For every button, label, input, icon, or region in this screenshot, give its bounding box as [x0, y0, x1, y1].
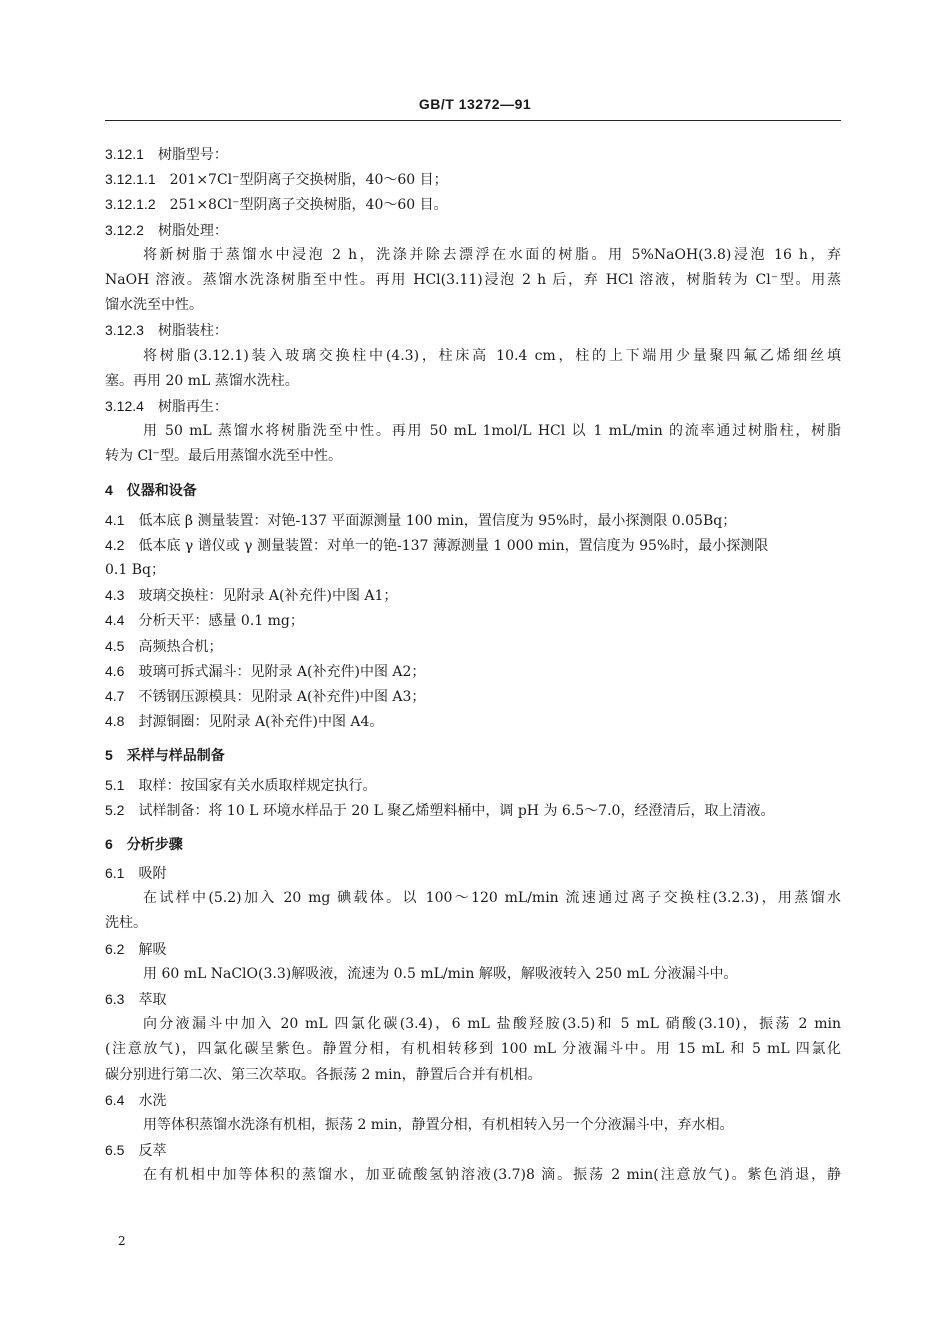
clause-6-1	[105, 861, 841, 886]
clause-text: 不锈钢压源模具：见附录 A(补充件)中图 A3；	[138, 688, 426, 705]
clause-6-2	[105, 937, 841, 962]
paragraph-line: 在试样中(5.2)加入 20 mg 碘载体。以 100～120 mL/min 流速通过离子交换柱(3.2.3)，用蒸馏水	[143, 890, 841, 907]
clause-3-12-1-1	[105, 167, 841, 192]
clause-text: 玻璃可拆式漏斗：见附录 A(补充件)中图 A2；	[138, 663, 426, 680]
section-number: 4	[105, 482, 113, 499]
clause-text: 取样：按国家有关水质取样规定执行。	[138, 777, 377, 794]
clause-5-2	[105, 798, 841, 823]
clause-number: 3.12.1.1	[105, 171, 156, 188]
clause-text: 萃取	[138, 992, 167, 1008]
paragraph-line: 塞。再用 20 mL 蒸馏水洗柱。	[105, 372, 299, 389]
section-heading-5	[105, 743, 841, 768]
clause-number: 3.12.1	[105, 146, 144, 162]
paragraph-line: 0.1 Bq；	[105, 562, 165, 578]
paragraph-line: NaOH 溶液。蒸馏水洗涤树脂至中性。再用 HCl(3.11)浸泡 2 h 后，弃 HCl 溶液，树脂转为 Cl⁻型。用蒸	[105, 271, 841, 288]
paragraph-line: (注意放气)，四氯化碳呈紫色。静置分相，有机相转移到 100 mL 分液漏斗中。用 15 mL 和 5 mL 四氯化	[105, 1041, 841, 1058]
clause-text: 201×7Cl⁻型阴离子交换树脂，40～60 目；	[169, 172, 448, 189]
paragraph-line: 转为 Cl⁻型。最后用蒸馏水洗至中性。	[105, 448, 343, 465]
paragraph-line: 用 50 mL 蒸馏水将树脂洗至中性。再用 50 mL 1mol/L HCl 以 1 mL/min 的流率通过树脂柱，树脂	[143, 423, 841, 440]
clause-number: 3.12.2	[105, 221, 144, 238]
clause-text: 吸附	[138, 866, 167, 883]
clause-number: 4.3	[105, 587, 125, 604]
clause-number: 4.4	[105, 612, 125, 629]
document-body	[105, 142, 841, 1189]
clause-text: 树脂型号：	[157, 147, 228, 163]
section-title: 仪器和设备	[126, 483, 197, 500]
clause-4-1	[105, 508, 841, 533]
clause-number: 4.1	[105, 511, 125, 528]
clause-4-6	[105, 659, 841, 684]
clause-number: 3.12.4	[105, 397, 144, 414]
clause-text: 树脂处理：	[157, 222, 228, 239]
paragraph-line: 将树脂(3.12.1)装入玻璃交换柱中(4.3)，柱床高 10.4 cm，柱的上下端用少量聚四氟乙烯细丝填	[143, 347, 841, 364]
section-title: 分析步骤	[126, 836, 183, 853]
clause-text: 试样制备：将 10 L 环境水样品于 20 L 聚乙烯塑料桶中，调 pH 为 6.5～7.0，经澄清后，取上清液。	[138, 802, 775, 819]
clause-4-2	[105, 533, 841, 558]
clause-text: 251×8Cl⁻型阴离子交换树脂，40～60 目。	[169, 197, 448, 214]
clause-number: 6.3	[105, 991, 125, 1007]
section-heading-6	[105, 832, 841, 857]
clause-text: 解吸	[138, 941, 167, 958]
clause-4-4	[105, 608, 841, 633]
clause-3-12-1	[105, 142, 841, 167]
clause-number: 4.6	[105, 662, 125, 679]
clause-text: 分析天平：感量 0.1 mg；	[138, 613, 304, 630]
paragraph-line: 在有机相中加等体积的蒸馏水，加亚硫酸氢钠溶液(3.7)8 滴。振荡 2 min(注意放气)。紫色消退，静	[143, 1167, 841, 1184]
paragraph-line: 用等体积蒸馏水洗涤有机相，振荡 2 min，静置分相，有机相转入另一个分液漏斗中，弃水相。	[143, 1116, 734, 1133]
clause-text: 玻璃交换柱：见附录 A(补充件)中图 A1；	[138, 588, 398, 605]
clause-6-3	[105, 987, 841, 1012]
clause-number: 5.1	[105, 776, 125, 793]
paragraph-line: 向分液漏斗中加入 20 mL 四氯化碳(3.4)，6 mL 盐酸羟胺(3.5)和 5 mL 硝酸(3.10)，振荡 2 min	[143, 1016, 841, 1033]
clause-number: 5.2	[105, 801, 125, 818]
clause-4-8	[105, 709, 841, 734]
section-number: 5	[105, 747, 113, 764]
clause-number: 6.4	[105, 1091, 125, 1108]
paragraph-line: 洗柱。	[105, 915, 147, 932]
clause-6-5	[105, 1138, 841, 1163]
clause-number: 6.5	[105, 1142, 125, 1159]
clause-3-12-2	[105, 218, 841, 243]
clause-3-12-1-2	[105, 192, 841, 217]
clause-4-7	[105, 684, 841, 709]
section-heading-4	[105, 478, 841, 503]
clause-number: 4.2	[105, 536, 125, 553]
clause-4-3	[105, 583, 841, 608]
clause-number: 4.5	[105, 637, 125, 654]
clause-number: 4.7	[105, 687, 125, 704]
clause-3-12-3	[105, 318, 841, 343]
clause-number: 3.12.3	[105, 322, 144, 339]
clause-number: 6.1	[105, 865, 125, 882]
clause-5-1	[105, 773, 841, 798]
clause-text: 低本底 γ 谱仪或 γ 测量装置：对单一的铯-137 薄源测量 1 000 min，置信度为 95%时，最小探测限	[138, 537, 769, 554]
page-header: GB/T 13272—91	[418, 96, 532, 112]
clause-text: 低本底 β 测量装置：对铯-137 平面源测量 100 min，置信度为 95%时，最小探测限 0.05Bq；	[138, 512, 737, 529]
paragraph-line: 将新树脂于蒸馏水中浸泡 2 h，洗涤并除去漂浮在水面的树脂。用 5%NaOH(3.8)浸泡 16 h，弃	[143, 246, 841, 263]
clause-3-12-4	[105, 394, 841, 419]
clause-number: 6.2	[105, 940, 125, 957]
clause-6-4	[105, 1088, 841, 1113]
header-rule	[105, 120, 841, 121]
paragraph-line: 碳分别进行第二次、第三次萃取。各振荡 2 min，静置后合并有机相。	[105, 1066, 542, 1083]
clause-number: 4.8	[105, 713, 125, 730]
clause-text: 反萃	[138, 1143, 167, 1160]
clause-text: 水洗	[138, 1092, 167, 1109]
section-title: 采样与样品制备	[126, 748, 225, 765]
clause-text: 封源铜圈：见附录 A(补充件)中图 A4。	[138, 714, 384, 731]
clause-number: 3.12.1.2	[105, 196, 156, 213]
paragraph-line: 馏水洗至中性。	[105, 297, 203, 314]
clause-text: 树脂再生：	[157, 398, 228, 415]
paragraph-line: 用 60 mL NaClO(3.3)解吸液，流速为 0.5 mL/min 解吸，解吸液转入 250 mL 分液漏斗中。	[143, 965, 738, 982]
page-number: 2	[118, 1234, 126, 1248]
clause-4-5	[105, 634, 841, 659]
section-number: 6	[105, 835, 113, 852]
clause-text: 树脂装柱：	[157, 323, 228, 340]
clause-text: 高频热合机；	[138, 638, 223, 655]
